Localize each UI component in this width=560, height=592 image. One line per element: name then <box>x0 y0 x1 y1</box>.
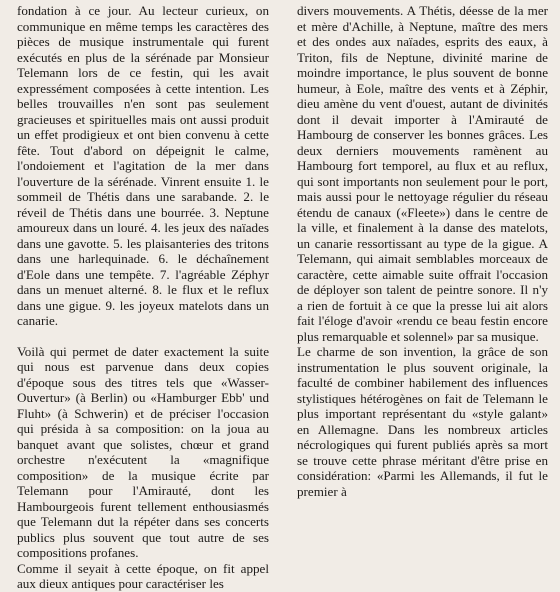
right-paragraph-1: divers mouvements. A Thétis, déesse de la mer et mère d'Achille, à Neptune, maître des mers et des ondes aux naïades, esprits des eaux, à Triton, fils de Neptune, divinité marine de moindre importance, le plus souvent de bonne humeur, à Eole, maître des vents et à Zéphir, dieu amène du vent d'ouest, autant de divinités dont il devait importer à l'Amirauté de Hambourg de conserver les bonnes grâces. Les deux derniers mouvements ramènent au Hambourg fort temporel, au flux et au reflux, qui sont importants non seulement pour le port, mais aussi pour le nettoyage régulier du réseau étendu de canaux («Fleete») dans le centre de la ville, et finalement à la danse des matelots, un canarie ressortissant au type de la gigue. A Telemann, qui aimait semblables morceaux de caractère, cette aimable suite offrait l'occasion de déployer son talent de peintre sonore. Il n'y a rien de fortuit à ce que la presse lui ait alors fait l'éloge d'avoir «rendu ce beau festin encore plus remarquable et solennel» par sa musique. <box>297 3 548 344</box>
right-paragraph-2: Le charme de son invention, la grâce de son instrumentation le plus souvent originale, la faculté de combiner habilement des influences stylistiques hétérogènes on fait de Telemann le plus important représentant du «style galant» en Allemagne. Dans les nombreux articles nécrologiques qui furent publiés après sa mort se trouve cette phrase méritant d'être prise en considération: «Parmi les Allemands, il fut le premier à <box>297 344 548 499</box>
left-paragraph-3: Comme il seyait à cette époque, on fit appel aux dieux antiques pour caractériser les <box>17 560 269 591</box>
left-column <box>17 3 269 592</box>
right-column <box>297 3 548 499</box>
left-paragraph-1: fondation à ce jour. Au lecteur curieux, on communique en même temps les caractères des pièces de musique instrumentale qui furent exécutés en plus de la sérénade par Monsieur Telemann lors de ce festin, qui les avait expressément composées à cette intention. Les belles trouvailles n'en sont pas seulement gracieuses et spirituelles mais ont aussi produit un effet prodigieux et ont bien convenu à cette fête. Tout d'abord on dépeignit le calme, l'ondoiement et l'agitation de la mer dans l'ouverture de la sérénade. Vinrent ensuite 1. le sommeil de Thétis dans une sarabande. 2. le réveil de Thétis dans une bourrée. 3. Neptune amoureux dans un louré. 4. les jeux des naïades dans une gavotte. 5. les plaisanteries des tritons dans une harlequinade. 6. le déchaînement d'Eole dans une tempête. 7. l'agréable Zéphyr dans un menuet alterné. 8. le flux et le reflux dans une gigue. 9. les joyeux matelots dans un canarie. <box>17 3 269 328</box>
left-paragraph-2: Voilà qui permet de dater exactement la suite qui nous est parvenue dans deux copies d'époque sous des titres tels que «Wasser-Ouvertur» (à Berlin) ou «Hamburger Ebb' und Fluht» (à Schwerin) et de préciser l'occasion qui présida à sa composition: on la joua au banquet avant que solistes, chœur et grand orchestre n'exécutent la «magnifique composition» de la musique écrite par Telemann pour l'Amirauté, dont les Hambourgeois furent tellement enthousiasmés que Telemann dut la répéter dans ses concerts publics plus souvent que tout autre de ses compositions profanes. <box>17 343 269 560</box>
